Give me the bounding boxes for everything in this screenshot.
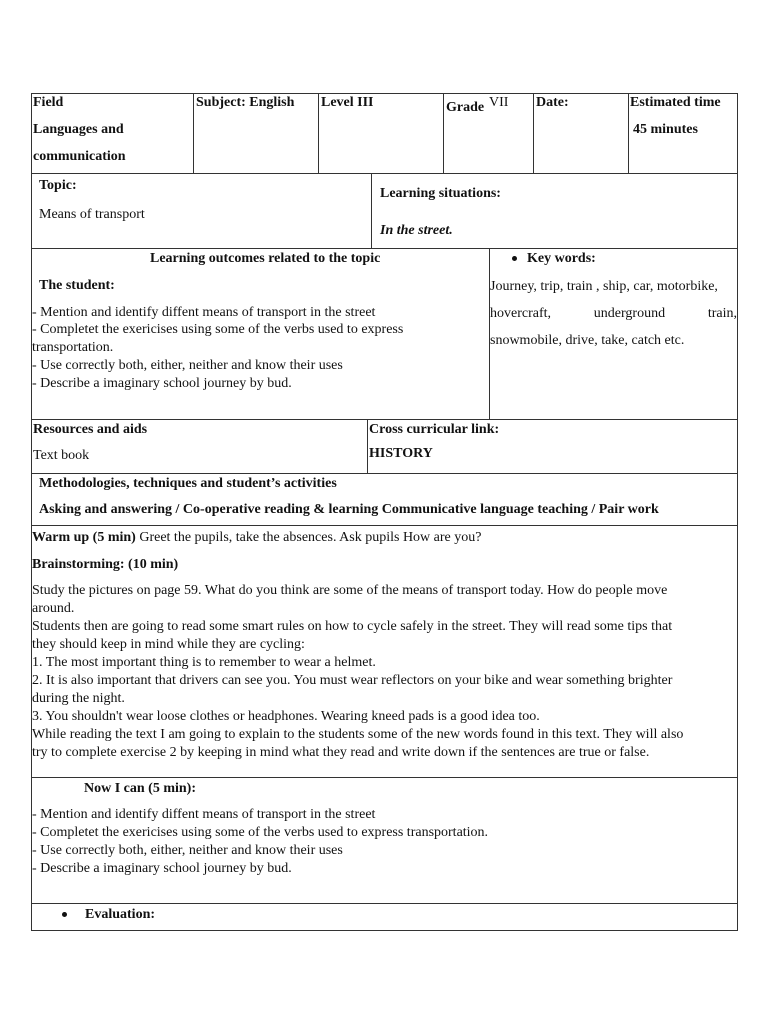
cross-label: Cross curricular link: [369,422,500,437]
warmup-line-4: they should keep in mind while they are cycling: [32,637,305,652]
keyword-underground: underground [593,306,666,321]
level-text: Level III [321,95,374,110]
warmup-line-3: Students then are going to read some smart rules on how to cycle safely in the street. They will read some tips that [32,619,673,634]
keywords-cell [489,249,739,419]
outcome-item-1: - Mention and identify diffent means of transport in the street [32,305,376,320]
estimated-value: 45 minutes [633,122,698,137]
keywords-label [512,250,596,268]
subject-text: Subject: English [196,95,295,110]
grade-cell [443,94,533,173]
keywords-line-1: Journey, trip, train , ship, car, motorbike, [490,279,718,294]
outcome-item-4: - Describe a imaginary school journey by bud. [32,376,292,391]
outcome-item-2: - Completet the exericises using some of the verbs used to express [32,322,404,337]
warmup-line-6: 2. It is also important that drivers can see you. You must wear reflectors on your bike and wear something brighter [32,673,673,688]
warmup-line-2: around. [32,601,75,616]
outcomes-row [31,248,738,420]
topic-value: Means of transport [39,207,145,222]
keywords-line-2 [490,305,737,323]
date-label: Date: [536,95,569,110]
warmup-line-1: Study the pictures on page 59. What do you think are some of the means of transport today. How do people move [32,583,668,598]
outcome-item-2-cont: transportation. [32,340,114,355]
nowican-label: Now I can (5 min): [84,781,196,796]
warmup-line-8: 3. You shouldn't wear loose clothes or headphones. Wearing kneed pads is a good idea too. [32,709,540,724]
warmup-line-5: 1. The most important thing is to remember to wear a helmet. [32,655,376,670]
resources-cell [32,420,367,473]
keywords-label-text: Key words: [527,251,596,266]
cross-curricular-cell [367,420,739,473]
methods-row [31,473,738,526]
warmup-line [32,529,481,547]
bullet-icon [62,912,67,917]
topic-row [31,173,738,249]
warmup-label: Warm up (5 min) [32,530,136,545]
warmup-line-9: While reading the text I am going to explain to the students some of the new words found in this text. They will also [32,727,684,742]
field-value-line2: communication [33,149,126,164]
evaluation-line [62,906,155,924]
topic-cell [32,174,371,248]
situations-value: In the street. [380,223,453,238]
methods-value: Asking and answering / Co-operative reading & learning Communicative language teaching / Pair work [39,502,659,517]
resources-row [31,419,738,474]
header-row [31,93,738,174]
situations-cell [371,174,739,248]
evaluation-row [31,903,738,931]
keywords-line-3: snowmobile, drive, take, catch etc. [490,333,685,348]
brainstorm-label: Brainstorming: (10 min) [32,557,179,572]
bullet-icon [512,256,517,261]
level-cell [318,94,443,173]
outcome-item-3: - Use correctly both, either, neither and know their uses [32,358,343,373]
warmup-row [31,525,738,778]
grade-value: VII [489,95,509,110]
grade-label: Grade [446,100,485,115]
keyword-hovercraft: hovercraft, [490,306,552,321]
nowican-item-4: - Describe a imaginary school journey by bud. [32,861,292,876]
date-cell [533,94,628,173]
estimated-label: Estimated time [630,95,721,110]
resources-value: Text book [33,448,90,463]
outcomes-cell [32,249,489,419]
warmup-line-7: during the night. [32,691,125,706]
topic-label: Topic: [39,178,77,193]
nowican-item-1: - Mention and identify diffent means of transport in the street [32,807,376,822]
situations-label: Learning situations: [380,186,501,201]
field-cell [32,94,193,173]
nowican-row [31,777,738,904]
subject-cell [193,94,318,173]
methods-heading: Methodologies, techniques and student’s activities [39,476,337,491]
keyword-train: train, [707,306,737,321]
estimated-cell [628,94,739,173]
warmup-line-10: try to complete exercise 2 by keeping in mind what they read and write down if the sentences are true or false. [32,745,650,760]
nowican-item-3: - Use correctly both, either, neither and know their uses [32,843,343,858]
evaluation-label: Evaluation: [85,907,156,922]
field-value-line1: Languages and [33,122,124,137]
warmup-text: Greet the pupils, take the absences. Ask pupils How are you? [135,530,482,545]
nowican-item-2: - Completet the exericises using some of the verbs used to express transportation. [32,825,489,840]
resources-label: Resources and aids [33,422,148,437]
field-label: Field [33,95,64,110]
cross-value: HISTORY [369,446,433,461]
outcomes-heading: Learning outcomes related to the topic [150,251,381,266]
student-label: The student: [39,278,115,293]
